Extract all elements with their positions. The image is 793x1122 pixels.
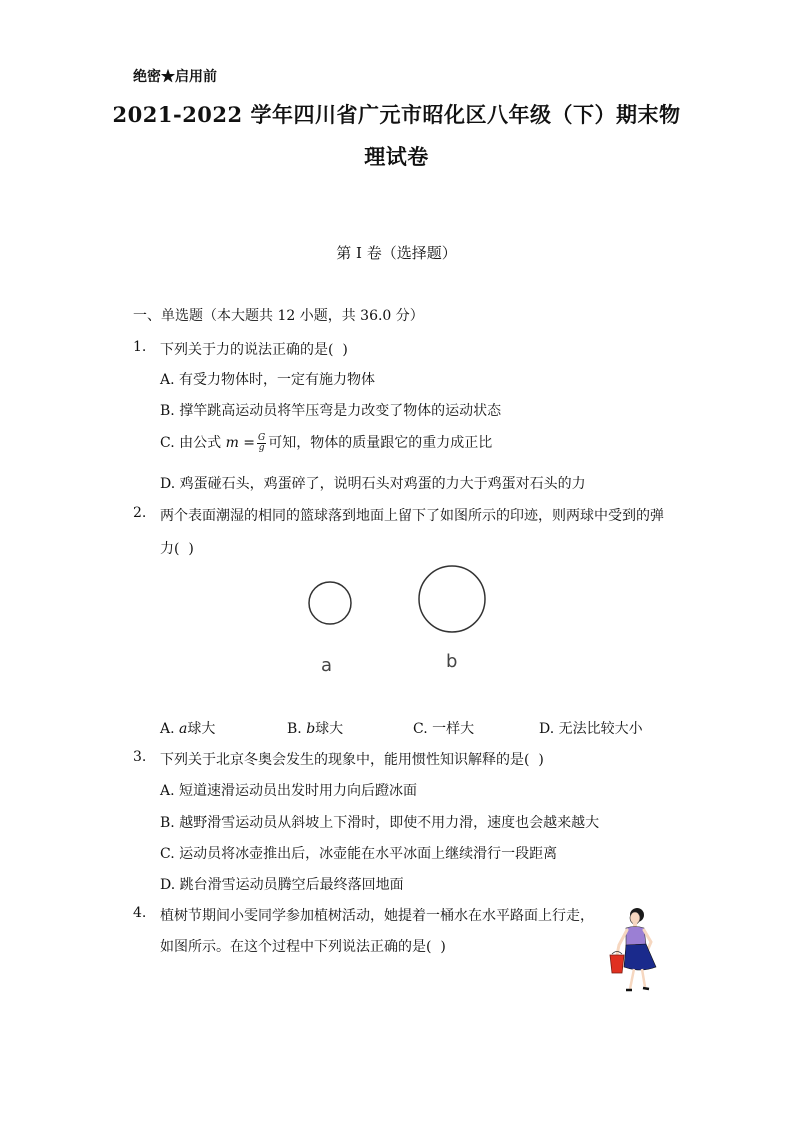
option-b [287, 718, 343, 738]
exam-title-line1: 2021-2022 学年四川省广元市昭化区八年级（下）期末物 [112, 102, 681, 127]
confidential-label: 绝密★启用前 [133, 69, 217, 85]
option-c [160, 432, 492, 453]
option-a-suffix: 球大 [187, 721, 216, 737]
imprint-a-circle [309, 582, 351, 624]
option-c: C. 一样大 [413, 721, 475, 737]
option-d: D. 无法比较大小 [539, 721, 643, 737]
option-a-prefix: A. [160, 721, 180, 737]
option-b: B. 撑竿跳高运动员将竿压弯是力改变了物体的运动状态 [160, 403, 502, 419]
fraction-numerator: G [258, 432, 266, 443]
question-text-line1: 两个表面潮湿的相同的篮球落到地面上留下了如图所示的印迹，则两球中受到的弹 [160, 508, 664, 524]
exam-title-line2: 理试卷 [364, 144, 429, 169]
question-text-line1: 植树节期间小雯同学参加植树活动，她提着一桶水在水平路面上行走， [160, 908, 594, 924]
option-b-prefix: B. [287, 721, 307, 737]
option-d: D. 跳台滑雪运动员腾空后最终落回地面 [160, 877, 404, 893]
part-heading: 第 I 卷（选择题） [336, 244, 457, 262]
figure-label-b: b [446, 651, 458, 672]
option-b-suffix: 球大 [315, 721, 344, 737]
question-number: 3. [133, 749, 147, 765]
girl-right-leg [642, 969, 645, 987]
option-a-var: a [179, 721, 188, 737]
option-a: A. 短道速滑运动员出发时用力向后蹬冰面 [160, 783, 418, 799]
question-text-line2: 力( ) [160, 541, 194, 557]
option-c-suffix: 可知，物体的质量跟它的重力成正比 [268, 435, 493, 451]
girl-with-bucket-illustration [604, 905, 664, 997]
question-text: 下列关于北京冬奥会发生的现象中，能用惯性知识解释的是( ) [160, 752, 544, 768]
section-heading: 一、单选题（本大题共 12 小题，共 36.0 分） [133, 308, 424, 324]
fraction-denominator: g [258, 442, 265, 453]
question-number: 1. [133, 339, 147, 355]
option-d: D. 鸡蛋碰石头，鸡蛋碎了，说明石头对鸡蛋的力大于鸡蛋对石头的力 [160, 476, 586, 492]
formula-lhs: m = [225, 435, 256, 451]
figure-label-a: a [321, 655, 333, 676]
option-a [160, 718, 215, 738]
option-a: A. 有受力物体时，一定有施力物体 [160, 372, 376, 388]
imprint-b-circle [419, 566, 485, 632]
girl-skirt [624, 944, 656, 970]
formula-fraction [257, 434, 266, 453]
option-b-var: b [306, 721, 316, 737]
question-text: 下列关于力的说法正确的是( ) [160, 342, 348, 358]
bucket-icon [610, 955, 624, 973]
girl-left-leg [630, 969, 634, 989]
question-text-line2: 如图所示。在这个过程中下列说法正确的是( ) [160, 939, 446, 955]
girl-face [630, 912, 640, 924]
option-c-prefix: C. 由公式 [160, 435, 226, 451]
question-number: 2. [133, 505, 147, 521]
option-b: B. 越野滑雪运动员从斜坡上下滑时，即使不用力滑，速度也会越来越大 [160, 815, 600, 831]
question-number: 4. [133, 905, 147, 921]
girl-right-shoe [643, 988, 649, 989]
option-c: C. 运动员将冰壶推出后，冰壶能在水平冰面上继续滑行一段距离 [160, 846, 558, 862]
